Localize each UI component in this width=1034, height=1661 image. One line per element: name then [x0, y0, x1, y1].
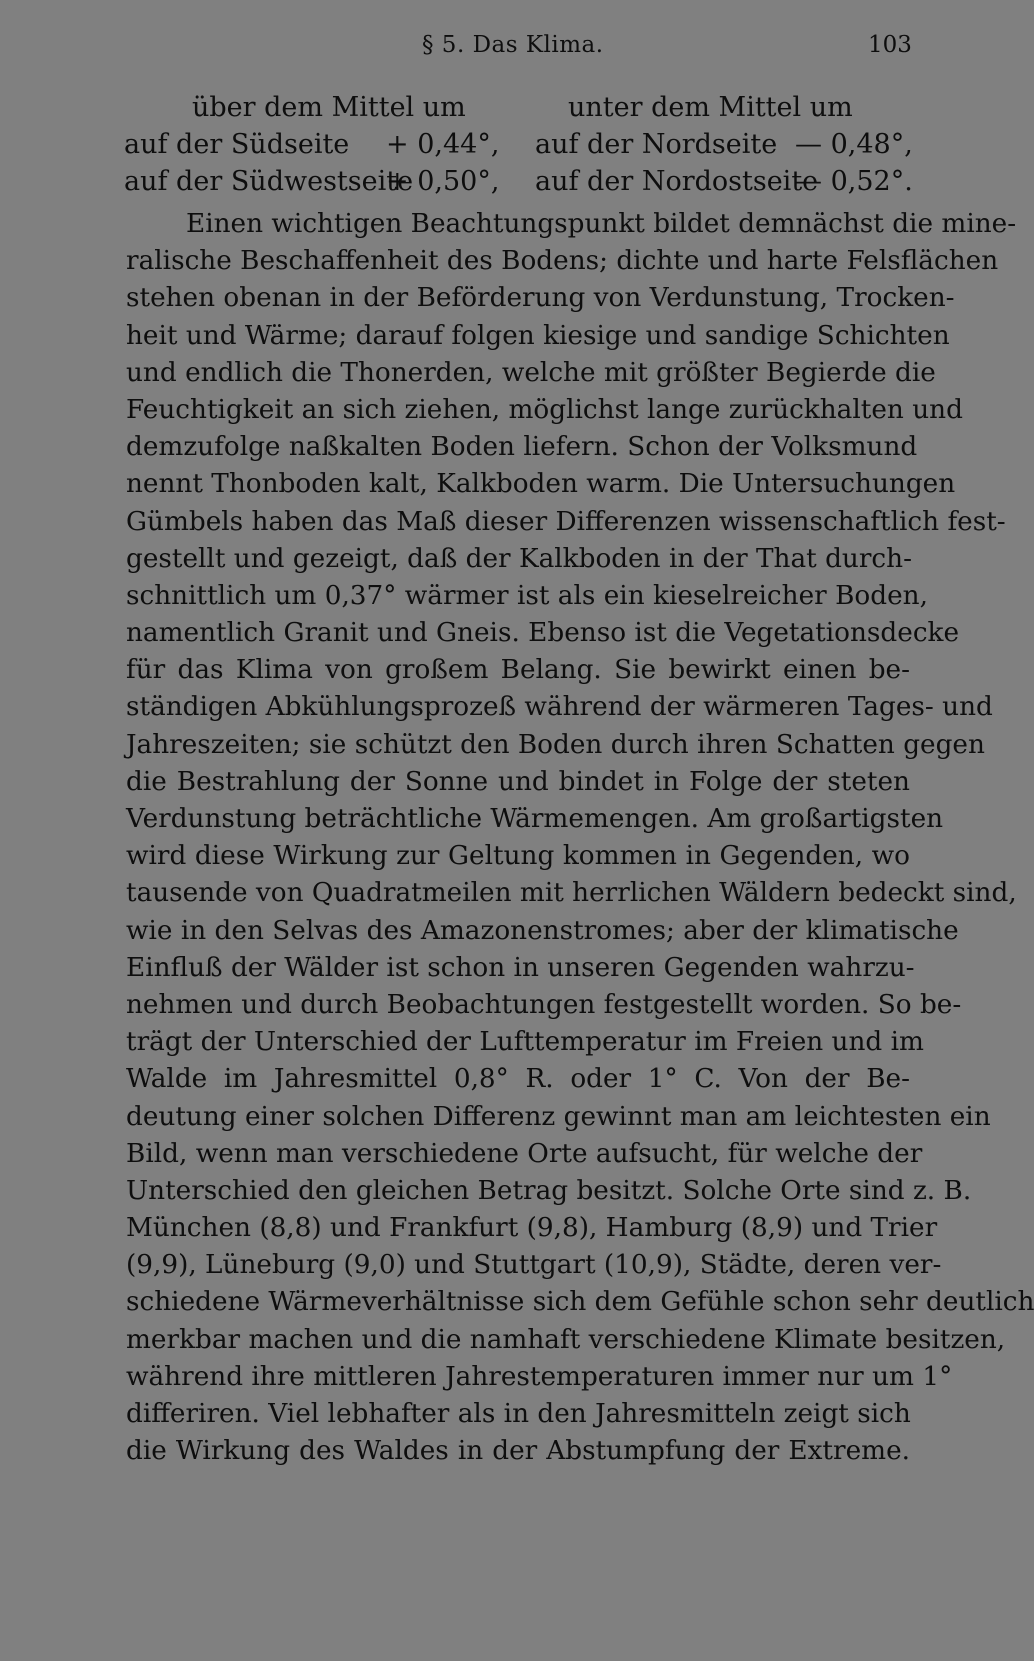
text-line: heit und Wärme; darauf folgen kiesige und sandige Schichten	[126, 320, 950, 351]
text-line: Bild, wenn man verschiedene Orte aufsucht, für welche der	[126, 1138, 923, 1169]
text-line: wird diese Wirkung zur Geltung kommen in Gegenden, wo	[126, 841, 910, 872]
table-row	[0, 129, 1000, 166]
text-line: demzufolge naßkalten Boden liefern. Schon der Volksmund	[126, 432, 918, 463]
temperature-table	[0, 92, 1000, 203]
text-line: die Wirkung des Waldes in der Abstumpfung der Extreme.	[126, 1436, 910, 1467]
text-line: tausende von Quadratmeilen mit herrlichen Wäldern bedeckt sind,	[126, 878, 1017, 909]
text-line: ständigen Abkühlungsprozeß während der wärmeren Tages- und	[126, 692, 993, 723]
row-left-label: auf der Südwestseite	[124, 166, 414, 197]
text-line: Gümbels haben das Maß dieser Differenzen wissenschaftlich fest-	[126, 506, 1006, 537]
table-heading-row	[0, 92, 1000, 129]
row-left-value: + 0,44°,	[386, 129, 500, 160]
text-line: Feuchtigkeit an sich ziehen, möglichst lange zurückhalten und	[126, 394, 963, 425]
text-line: München (8,8) und Frankfurt (9,8), Hamburg (8,9) und Trier	[126, 1213, 938, 1244]
heading-above-mean: über dem Mittel um	[192, 92, 466, 123]
text-line: ralische Beschaffenheit des Bodens; dichte und harte Felsflächen	[126, 246, 999, 277]
text-line: Einen wichtigen Beachtungspunkt bildet demnächst die mine-	[186, 209, 1017, 239]
text-line: trägt der Unterschied der Lufttemperatur im Freien und im	[126, 1027, 924, 1058]
text-line: während ihre mittleren Jahrestemperaturen immer nur um 1°	[126, 1361, 953, 1392]
text-line: schiedene Wärmeverhältnisse sich dem Gefühle schon sehr deutlich	[126, 1287, 1034, 1318]
row-right-value: — 0,48°,	[795, 129, 913, 160]
row-right-value: — 0,52°.	[795, 166, 913, 197]
section-title: § 5. Das Klima.	[422, 32, 604, 58]
text-line: Verdunstung beträchtliche Wärmemengen. Am großartigsten	[126, 804, 944, 834]
text-line: namentlich Granit und Gneis. Ebenso ist die Vegetationsdecke	[126, 618, 960, 649]
text-line: wie in den Selvas des Amazonenstromes; aber der klimatische	[126, 915, 959, 946]
body-paragraph	[126, 206, 1034, 1470]
text-line: merkbar machen und die namhaft verschiedene Klimate besitzen,	[126, 1324, 1006, 1355]
text-line: stehen obenan in der Beförderung von Verdunstung, Trocken-	[126, 283, 955, 314]
text-line: gestellt und gezeigt, daß der Kalkboden in der That durch-	[126, 543, 912, 574]
text-line: (9,9), Lüneburg (9,0) und Stuttgart (10,9), Städte, deren ver-	[126, 1250, 942, 1281]
text-line: Jahreszeiten; sie schützt den Boden durch ihren Schatten gegen	[126, 729, 985, 760]
heading-below-mean: unter dem Mittel um	[568, 92, 853, 123]
text-line: Walde im Jahresmittel 0,8° R. oder 1° C. Von der Be-	[126, 1064, 910, 1095]
row-right-label: auf der Nordostseite	[535, 166, 819, 197]
page-number: 103	[868, 32, 912, 58]
row-left-value: + 0,50°,	[386, 166, 500, 197]
text-line: deutung einer solchen Differenz gewinnt man am leichtesten ein	[126, 1101, 991, 1132]
text-line: die Bestrahlung der Sonne und bindet in Folge der steten	[126, 766, 910, 797]
text-line: für das Klima von großem Belang. Sie bewirkt einen be-	[126, 655, 910, 686]
row-left-label: auf der Südseite	[124, 129, 350, 160]
text-line: schnittlich um 0,37° wärmer ist als ein kieselreicher Boden,	[126, 580, 928, 611]
text-line: nehmen und durch Beobachtungen festgestellt worden. So be-	[126, 989, 962, 1020]
text-line: differiren. Viel lebhafter als in den Jahresmitteln zeigt sich	[126, 1399, 911, 1429]
running-header	[0, 30, 1000, 66]
text-line: Einfluß der Wälder ist schon in unseren Gegenden wahrzu-	[126, 952, 915, 983]
text-line: Unterschied den gleichen Betrag besitzt. Solche Orte sind z. B.	[126, 1175, 972, 1206]
table-row	[0, 166, 1000, 203]
row-right-label: auf der Nordseite	[535, 129, 778, 160]
text-line: nennt Thonboden kalt, Kalkboden warm. Die Untersuchungen	[126, 469, 956, 500]
text-line: und endlich die Thonerden, welche mit größter Begierde die	[126, 357, 936, 388]
